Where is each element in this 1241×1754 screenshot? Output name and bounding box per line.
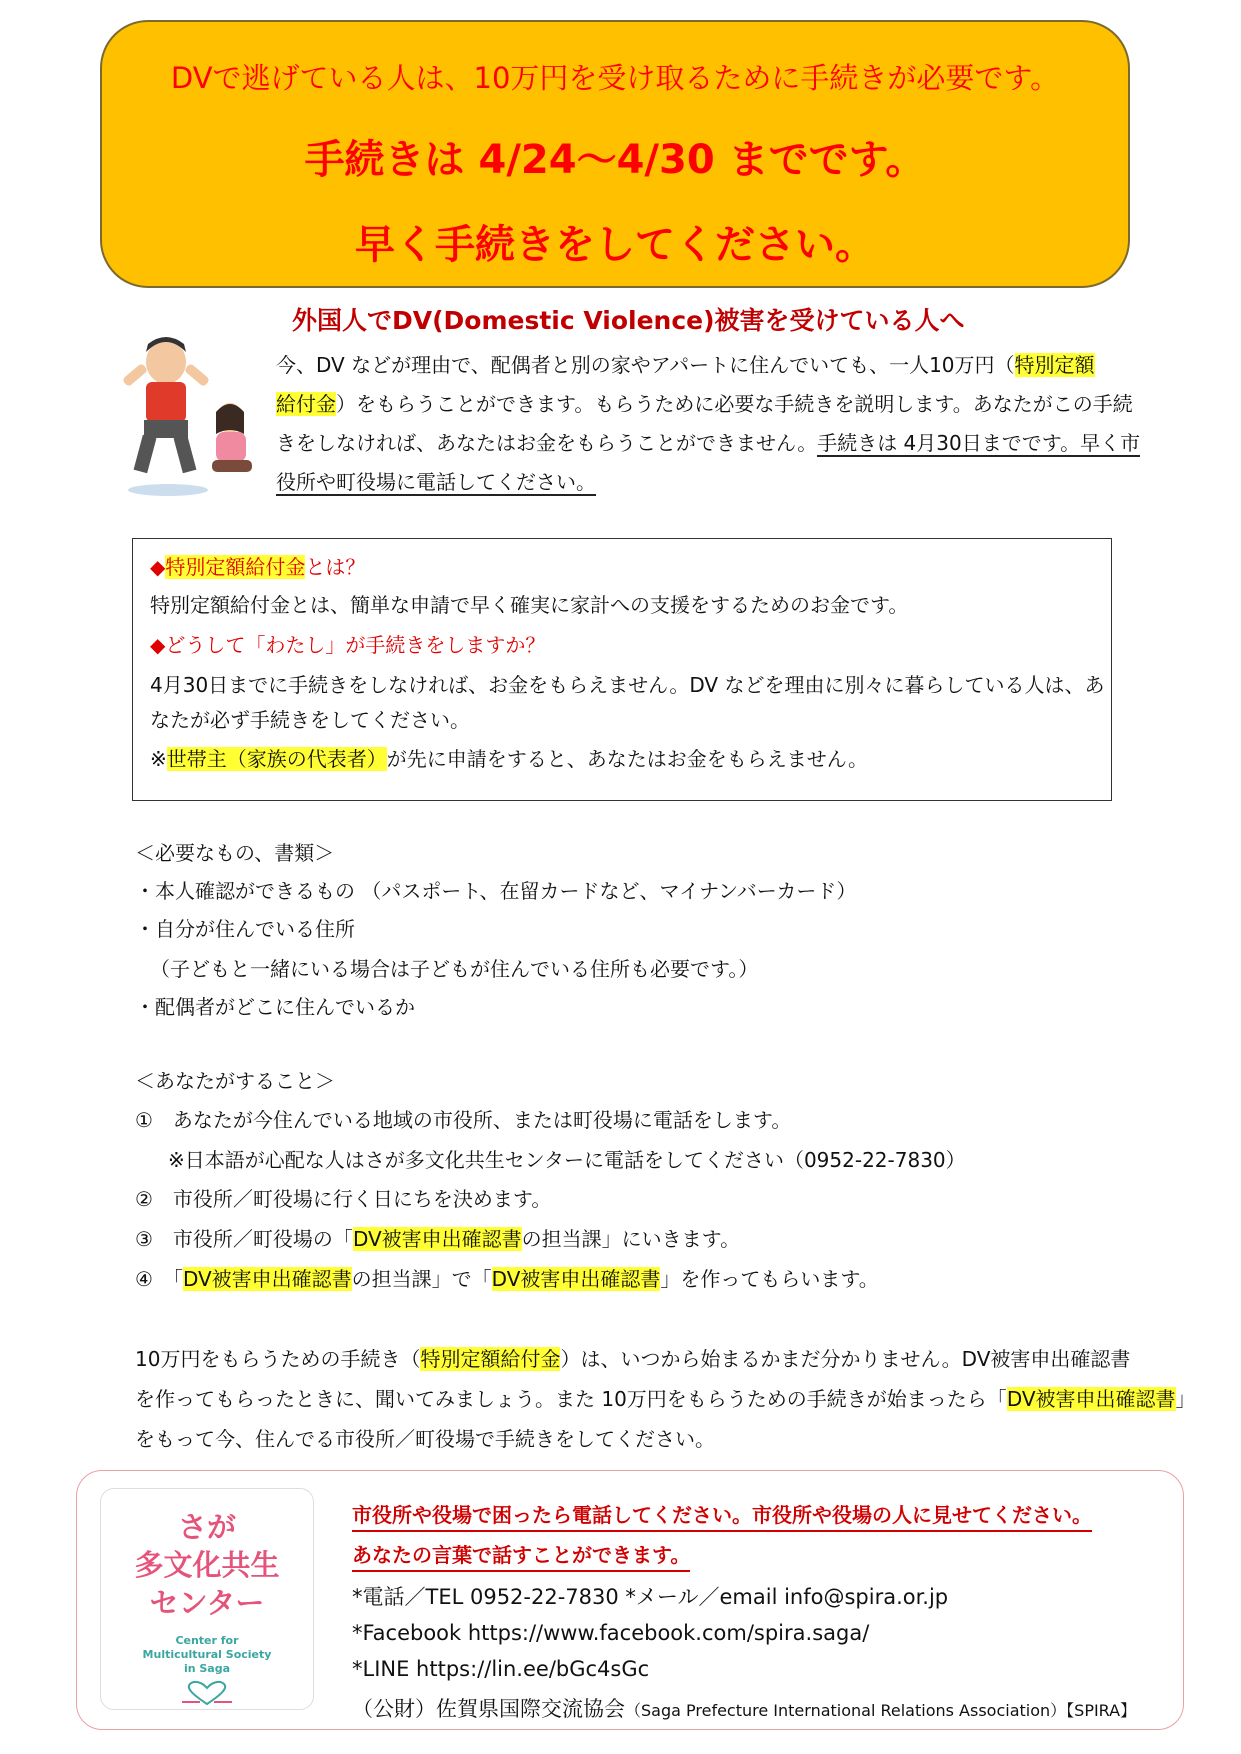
contact-instruction-2: あなたの言葉で話すことができます。 xyxy=(352,1540,690,1572)
documents-item: （子どもと一緒にいる場合は子どもが住んでいる住所も必要です。） xyxy=(150,957,759,981)
banner-call-to-action: 早く手続きをしてください。 xyxy=(355,222,875,268)
step-3-highlight: DV被害申出確認書 xyxy=(352,1227,522,1251)
documents-item: ・自分が住んでいる住所 xyxy=(135,917,355,941)
closing-line-1 xyxy=(135,1344,1130,1374)
intro-line-3: きをしなければ、あなたはお金をもらうことができません。 xyxy=(276,431,818,455)
info-note-text: が先に申請をすると、あなたはお金をもらえません。 xyxy=(386,747,868,771)
step-4 xyxy=(135,1264,879,1294)
contact-instruction-1: 市役所や役場で困ったら電話してください。市役所や役場の人に見せてください。 xyxy=(352,1500,1092,1532)
steps-title: ＜あなたがすること＞ xyxy=(135,1069,335,1093)
closing-text: 」 xyxy=(1175,1387,1196,1411)
step-2: ② 市役所／町役場に行く日にちを決めます。 xyxy=(135,1187,552,1211)
info-note-prefix: ※ xyxy=(150,747,167,771)
logo-text-1: さが xyxy=(177,1510,236,1544)
intro-line-2: ）をもらうことができます。もらうために必要な手続きを説明します。あなたがこの手続 xyxy=(336,392,1133,416)
documents-item: ・本人確認ができるもの （パスポート、在留カードなど、マイナンバーカード） xyxy=(135,879,857,903)
closing-text: ）は、いつから始まるかまだ分かりません。DV被害申出確認書 xyxy=(560,1347,1131,1371)
info-answer-2-line-2: なたが必ず手続きをしてください。 xyxy=(150,708,470,732)
step-4-highlight-2: DV被害申出確認書 xyxy=(491,1267,661,1291)
step-4-highlight-1: DV被害申出確認書 xyxy=(182,1267,352,1291)
contact-line: *LINE https://lin.ee/bGc4sGc xyxy=(352,1657,650,1681)
intro-highlight-2: 給付金 xyxy=(276,392,336,416)
closing-highlight: DV被害申出確認書 xyxy=(1006,1387,1176,1411)
intro-paragraph xyxy=(276,346,1141,502)
step-4-text: ④ 「 xyxy=(135,1267,183,1291)
info-answer-1: 特別定額給付金とは、簡単な申請で早く確実に家計への支援をするためのお金です。 xyxy=(150,593,909,617)
info-question-1-label: 特別定額給付金 xyxy=(165,555,306,579)
info-answer-2-line-1: 4月30日までに手続きをしなければ、お金をもらえません。DV などを理由に別々に暮らしている人は、あ xyxy=(150,673,1105,697)
documents-title: ＜必要なもの、書類＞ xyxy=(135,841,335,865)
info-question-2: ◆どうして「わたし」が手続きをしますか？ xyxy=(150,633,546,657)
intro-highlight-1: 特別定額 xyxy=(1014,353,1095,377)
info-question-1: ◆特別定額給付金とは？ xyxy=(150,555,366,579)
intro-line-1: 今、DV などが理由で、配偶者と別の家やアパートに住んでいても、一人10万円（ xyxy=(276,353,1015,377)
intro-deadline-underlined: 手続きは 4月30日までです。早く市 xyxy=(817,431,1141,455)
step-3 xyxy=(135,1224,740,1254)
contact-organization xyxy=(352,1694,1136,1726)
info-question-1-suffix: とは？ xyxy=(305,555,366,579)
documents-item: ・配偶者がどこに住んでいるか xyxy=(135,995,415,1019)
heart-icon xyxy=(182,1680,232,1706)
logo-en-2: Multicultural Society xyxy=(142,1648,272,1661)
step-4-text-end: 」を作ってもらいます。 xyxy=(660,1267,879,1291)
logo-en-3: in Saga xyxy=(183,1662,231,1675)
banner-line-1: DVで逃げている人は、10万円を受け取るために手続きが必要です。 xyxy=(170,61,1060,95)
step-3-text: ③ 市役所／町役場の「 xyxy=(135,1227,353,1251)
step-3-text-end: の担当課」にいきます。 xyxy=(521,1227,741,1251)
closing-highlight: 特別定額給付金 xyxy=(420,1347,561,1371)
logo-text-2: 多文化共生 xyxy=(134,1548,280,1582)
closing-line-2 xyxy=(135,1384,1196,1414)
info-note xyxy=(150,744,868,774)
step-4-text-mid: の担当課」で「 xyxy=(351,1267,492,1291)
closing-text: 10万円をもらうための手続き（ xyxy=(135,1347,421,1371)
dv-illustration xyxy=(108,322,276,500)
info-note-highlight: 世帯主（家族の代表者） xyxy=(166,747,387,771)
banner-deadline: 手続きは 4/24～4/30 までです。 xyxy=(304,137,926,183)
contact-facebook: *Facebook https://www.facebook.com/spira.saga/ xyxy=(352,1621,870,1645)
logo-text-3: センター xyxy=(149,1586,265,1620)
intro-line-4: 役所や町役場に電話してください。 xyxy=(276,470,596,494)
step-1: ① あなたが今住んでいる地域の市役所、または町役場に電話をします。 xyxy=(135,1108,792,1132)
step-1-note: ※日本語が心配な人はさが多文化共生センターに電話をしてください（0952-22-7830） xyxy=(168,1148,966,1172)
logo-en-1: Center for xyxy=(175,1634,239,1647)
intro-heading: 外国人でDV(Domestic Violence)被害を受けている人へ xyxy=(292,306,965,335)
contact-tel-email: *電話／TEL 0952-22-7830 *メール／email info@spira.or.jp xyxy=(352,1585,949,1609)
closing-text: を作ってもらったときに、聞いてみましょう。また 10万円をもらうための手続きが始まったら「 xyxy=(135,1387,1007,1411)
closing-line-3: をもって今、住んでる市役所／町役場で手続きをしてください。 xyxy=(135,1427,715,1451)
organization-en: （Saga Prefecture International Relations Association）【SPIRA】 xyxy=(625,1701,1137,1720)
organization-ja: （公財）佐賀県国際交流協会 xyxy=(352,1697,625,1721)
